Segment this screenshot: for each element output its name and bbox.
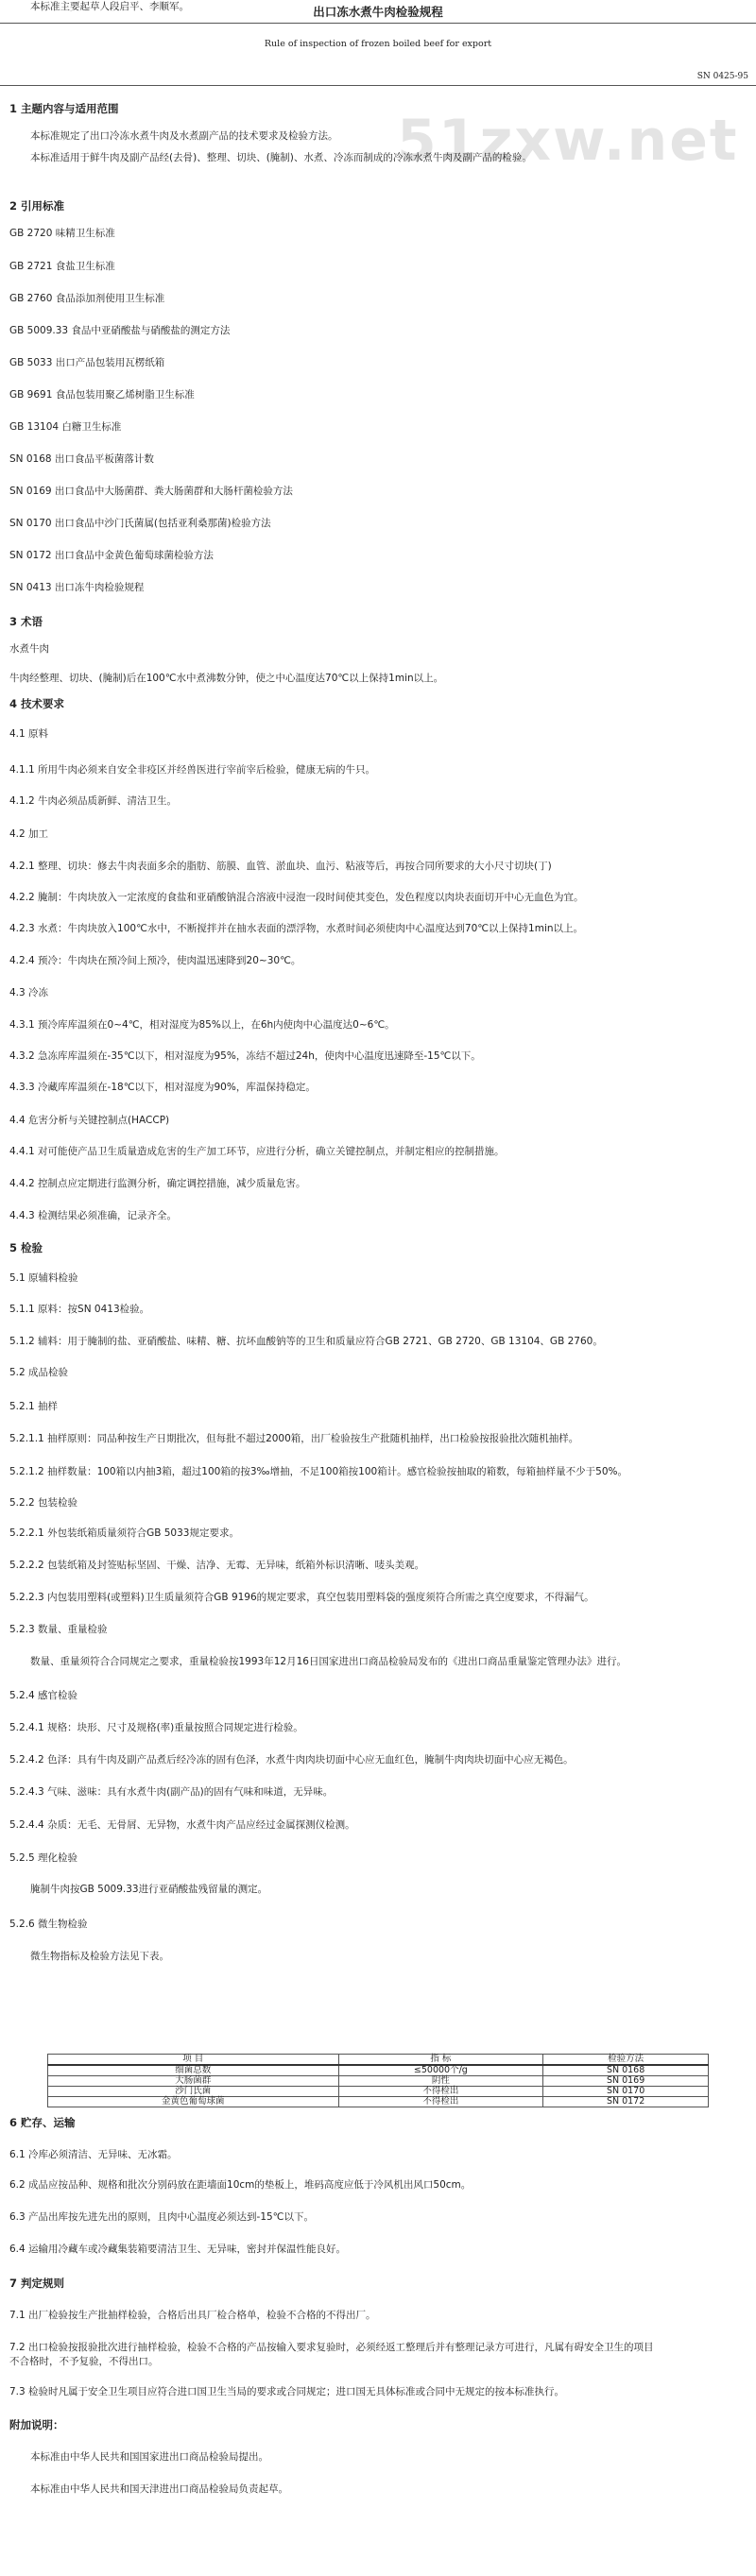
paragraph-line: GB 2721 食盐卫生标准 <box>9 261 115 272</box>
paragraph-line: 5.2.4.4 杂质：无毛、无骨屑、无异物，水煮牛肉产品应经过金属探测仪检测。 <box>9 1819 355 1831</box>
paragraph-line: SN 0168 出口食品平板菌落计数 <box>9 453 154 465</box>
table-cell: 细菌总数 <box>48 2065 339 2076</box>
paragraph-line: 5.2.5 理化检验 <box>9 1852 78 1864</box>
table-cell: ≤50000个/g <box>338 2065 543 2076</box>
paragraph-line: 5.2.1.2 抽样数量：100箱以内抽3箱，超过100箱的按3‰增抽，不足100箱按100箱计。感官检验按抽取的箱数，每箱抽样量不少于50%。 <box>9 1466 628 1477</box>
paragraph-line: 本标准由中华人民共和国国家进出口商品检验局提出。 <box>30 2451 268 2463</box>
paragraph-line: 7.3 检验时凡属于安全卫生项目应符合进口国卫生当局的要求或合同规定；进口国无具体标准或合同中无规定的按本标准执行。 <box>9 2386 565 2397</box>
paragraph-line: 4.1.1 所用牛肉必须来自安全非疫区并经兽医进行宰前宰后检验，健康无病的牛只。 <box>9 764 376 776</box>
paragraph-line: 5.1.2 辅料：用于腌制的盐、亚硝酸盐、味精、糖、抗坏血酸钠等的卫生和质量应符合GB 2721、GB 2720、GB 13104、GB 2760。 <box>9 1336 603 1347</box>
paragraph-line: 不合格时，不予复验，不得出口。 <box>9 2356 159 2367</box>
table-row <box>48 2076 709 2087</box>
paragraph-line: GB 2720 味精卫生标准 <box>9 228 115 239</box>
table-row <box>48 2087 709 2097</box>
paragraph-line: 4.3 冷冻 <box>9 987 49 998</box>
document-title: 出口冻水煮牛肉检验规程 <box>313 5 443 19</box>
header-rule <box>0 85 756 86</box>
paragraph-line: SN 0170 出口食品中沙门氏菌属(包括亚利桑那菌)检验方法 <box>9 518 271 529</box>
title-rule <box>0 23 756 24</box>
paragraph-line: GB 5033 出口产品包装用瓦楞纸箱 <box>9 357 165 368</box>
table-header-cell: 项 目 <box>48 2055 339 2066</box>
paragraph-line: 4.1 原料 <box>9 728 49 740</box>
paragraph-line: 5.2.4.3 气味、滋味：具有水煮牛肉(副产品)的固有气味和味道，无异味。 <box>9 1786 334 1798</box>
table-cell: 阴性 <box>338 2076 543 2087</box>
table-cell: 不得检出 <box>338 2087 543 2097</box>
table-cell: SN 0172 <box>543 2097 709 2107</box>
paragraph-line: 6.2 成品应按品种、规格和批次分别码放在距墙面10cm的垫板上，堆码高度应低于冷风机出风口50cm。 <box>9 2179 472 2191</box>
paragraph-line: 5.2.2.2 包装纸箱及封签贴标坚固、干燥、洁净、无霉、无异味，纸箱外标识清晰、唛头美观。 <box>9 1560 425 1571</box>
table-row <box>48 2097 709 2107</box>
table-cell: SN 0168 <box>543 2065 709 2076</box>
paragraph-line: 4.2.3 水煮：牛肉块放入100℃水中，不断搅拌并在抽水表面的漂浮物，水煮时间必须使肉中心温度达到70℃以上保持1min以上。 <box>9 923 584 934</box>
document-code: SN 0425-95 <box>696 72 748 81</box>
paragraph-line: 5.2.4.1 规格：块形、尺寸及规格(率)重量按照合同规定进行检验。 <box>9 1722 303 1733</box>
table-row <box>48 2065 709 2076</box>
paragraph-line: 4.4.3 检测结果必须准确，记录齐全。 <box>9 1210 178 1221</box>
paragraph-line: GB 13104 白糖卫生标准 <box>9 421 122 433</box>
watermark: 51zxw.net <box>397 108 739 174</box>
paragraph-line: GB 9691 食品包装用聚乙烯树脂卫生标准 <box>9 389 195 401</box>
paragraph-line: 4.4 危害分析与关键控制点(HACCP) <box>9 1115 170 1126</box>
paragraph-line: 腌制牛肉按GB 5009.33进行亚硝酸盐残留量的测定。 <box>30 1884 268 1895</box>
paragraph-line: 5.2.1.1 抽样原则：同品种按生产日期批次，但每批不超过2000箱，出厂检验按生产批随机抽样，出口检验按报验批次随机抽样。 <box>9 1433 579 1444</box>
section-heading: 6 贮存、运输 <box>9 2116 76 2129</box>
table-cell: 不得检出 <box>338 2097 543 2107</box>
paragraph-line: 4.1.2 牛肉必须品质新鲜、清洁卫生。 <box>9 795 178 807</box>
paragraph-line: 5.2.1 抽样 <box>9 1401 59 1412</box>
paragraph-line: 本标准适用于鲜牛肉及副产品经(去骨)、整理、切块、(腌制)、水煮、冷冻而制成的冷冻水煮牛肉及副产品的检验。 <box>30 152 532 163</box>
paragraph-line: 本标准主要起草人段启平、李顺军。 <box>30 1 189 12</box>
paragraph-line: 7.1 出厂检验按生产批抽样检验，合格后出具厂检合格单，检验不合格的不得出厂。 <box>9 2310 376 2321</box>
paragraph-line: 本标准由中华人民共和国天津进出口商品检验局负责起草。 <box>30 2483 288 2495</box>
section-heading: 附加说明： <box>9 2418 64 2431</box>
table-cell: SN 0170 <box>543 2087 709 2097</box>
table-cell: 大肠菌群 <box>48 2076 339 2087</box>
section-heading: 7 判定规则 <box>9 2277 65 2290</box>
table-header-cell: 指 标 <box>338 2055 543 2066</box>
paragraph-line: 4.4.2 控制点应定期进行监测分析，确定调控措施，减少质量危害。 <box>9 1178 306 1189</box>
paragraph-line: 水煮牛肉 <box>9 643 49 655</box>
paragraph-line: 4.2 加工 <box>9 828 49 840</box>
paragraph-line: 5.1.1 原料：按SN 0413检验。 <box>9 1304 150 1315</box>
section-heading: 5 检验 <box>9 1241 43 1254</box>
section-heading: 2 引用标准 <box>9 199 65 213</box>
section-heading: 3 术语 <box>9 615 43 628</box>
paragraph-line: 7.2 出口检验按报验批次进行抽样检验，检验不合格的产品按输入要求复验时，必须经返工整理后并有整理记录方可进行，凡属有碍安全卫生的项目 <box>9 2342 654 2353</box>
paragraph-line: SN 0172 出口食品中金黄色葡萄球菌检验方法 <box>9 550 214 561</box>
document-subtitle: Rule of inspection of frozen boiled beef for export <box>264 39 492 49</box>
paragraph-line: SN 0413 出口冻牛肉检验规程 <box>9 582 145 593</box>
paragraph-line: 6.3 产品出库按先进先出的原则，且肉中心温度必须达到-15℃以下。 <box>9 2211 314 2223</box>
paragraph-line: 4.3.3 冷藏库库温须在-18℃以下，相对湿度为90%，库温保持稳定。 <box>9 1082 316 1093</box>
paragraph-line: 5.2.3 数量、重量检验 <box>9 1624 108 1635</box>
paragraph-line: 4.4.1 对可能使产品卫生质量造成危害的生产加工环节，应进行分析，确立关键控制点，并制定相应的控制措施。 <box>9 1146 505 1157</box>
paragraph-line: 数量、重量须符合合同规定之要求，重量检验按1993年12月16日国家进出口商品检验局发布的《进出口商品重量鉴定管理办法》进行。 <box>30 1656 627 1667</box>
paragraph-line: 4.3.1 预冷库库温须在0~4℃，相对湿度为85%以上，在6h内使肉中心温度达0~6℃。 <box>9 1019 395 1031</box>
section-heading: 1 主题内容与适用范围 <box>9 102 119 115</box>
table-header-row <box>48 2055 709 2066</box>
paragraph-line: 5.2.4.2 色泽：具有牛肉及副产品煮后经冷冻的固有色泽，水煮牛肉肉块切面中心应无血红色，腌制牛肉肉块切面中心应无褐色。 <box>9 1754 574 1766</box>
paragraph-line: 6.1 冷库必须清洁、无异味、无冰霜。 <box>9 2149 178 2160</box>
table-cell: 沙门氏菌 <box>48 2087 339 2097</box>
paragraph-line: 4.2.1 整理、切块：修去牛肉表面多余的脂肪、筋膜、血管、淤血块、血污、粘液等后，再按合同所要求的大小尺寸切块(丁) <box>9 861 552 872</box>
paragraph-line: 微生物指标及检验方法见下表。 <box>30 1951 169 1962</box>
paragraph-line: SN 0169 出口食品中大肠菌群、粪大肠菌群和大肠杆菌检验方法 <box>9 486 293 497</box>
paragraph-line: 5.2 成品检验 <box>9 1367 69 1378</box>
paragraph-line: 5.2.2.3 内包装用塑料(或塑料)卫生质量须符合GB 9196的规定要求，真空包装用塑料袋的强度须符合所需之真空度要求，不得漏气。 <box>9 1592 594 1603</box>
paragraph-line: GB 5009.33 食品中亚硝酸盐与硝酸盐的测定方法 <box>9 325 231 336</box>
paragraph-line: 5.2.2 包装检验 <box>9 1497 78 1509</box>
paragraph-line: 4.2.2 腌制：牛肉块放入一定浓度的食盐和亚硝酸钠混合溶液中浸泡一段时间使其变色，发色程度以肉块表面切开中心无血色为宜。 <box>9 892 584 903</box>
paragraph-line: 5.2.2.1 外包装纸箱质量须符合GB 5033规定要求。 <box>9 1527 239 1539</box>
paragraph-line: 4.2.4 预冷：牛肉块在预冷间上预冷，使肉温迅速降到20~30℃。 <box>9 955 301 966</box>
table-cell: SN 0169 <box>543 2076 709 2087</box>
paragraph-line: 5.2.4 感官检验 <box>9 1690 78 1701</box>
paragraph-line: 牛肉经整理、切块、(腌制)后在100℃水中煮沸数分钟，使之中心温度达70℃以上保持1min以上。 <box>9 673 444 684</box>
table-cell: 金黄色葡萄球菌 <box>48 2097 339 2107</box>
table-header-cell: 检验方法 <box>543 2055 709 2066</box>
section-heading: 4 技术要求 <box>9 697 65 710</box>
paragraph-line: GB 2760 食品添加剂使用卫生标准 <box>9 293 165 304</box>
paragraph-line: 本标准规定了出口冷冻水煮牛肉及水煮副产品的技术要求及检验方法。 <box>30 130 338 142</box>
paragraph-line: 6.4 运输用冷藏车或冷藏集装箱要清洁卫生、无异味，密封并保温性能良好。 <box>9 2243 347 2255</box>
paragraph-line: 5.1 原辅料检验 <box>9 1272 78 1284</box>
paragraph-line: 5.2.6 微生物检验 <box>9 1919 88 1930</box>
microbe-table <box>47 2054 709 2107</box>
paragraph-line: 4.3.2 急冻库库温须在-35℃以下，相对湿度为95%，冻结不超过24h，使肉中心温度迅速降至-15℃以下。 <box>9 1050 481 1062</box>
